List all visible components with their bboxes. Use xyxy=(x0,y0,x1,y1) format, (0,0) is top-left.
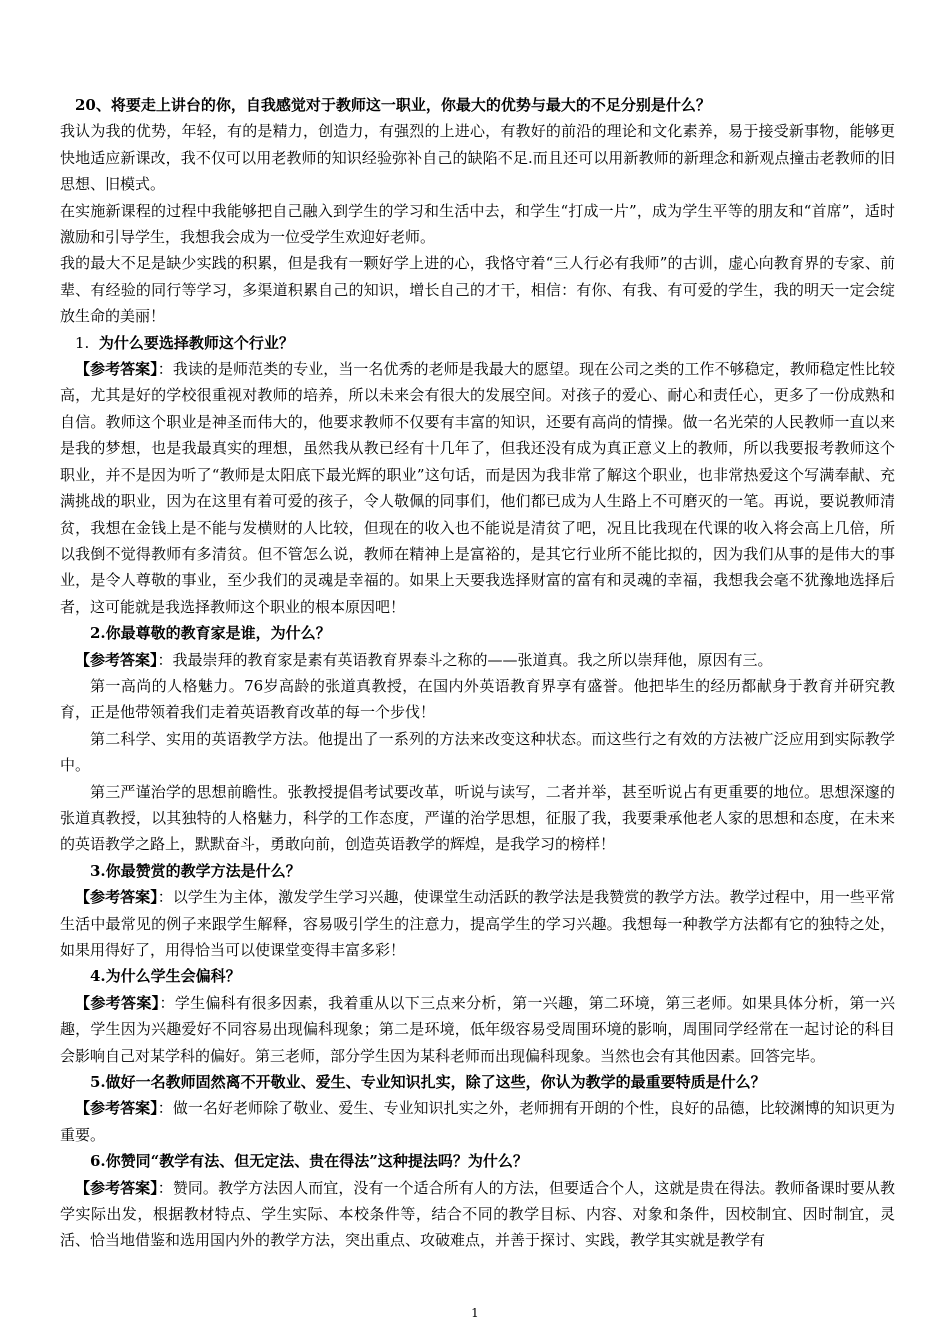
page-number: 1 xyxy=(471,1306,479,1320)
question-1-title xyxy=(60,330,895,356)
answer-text: ：做一名好老师除了敬业、爱生、专业知识扎实之外，老师拥有开朗的个性，良好的品德，比较渊博的知识更为重要。 xyxy=(60,1099,895,1144)
question-4-title: 4.为什么学生会偏科？ xyxy=(90,967,241,986)
question-20-paragraph-3: 我的最大不足是缺少实践的积累，但是我有一颗好学上进的心，我恪守着“三人行必有我师”的古训，虚心向教育界的专家、前辈、有经验的同行等学习，多渠道积累自己的知识，增长自己的才干，相信：有你、有我、有可爱的学生，我的明天一定会绽放生命的美丽！ xyxy=(60,254,895,326)
question-2-title: 2.你最尊敬的教育家是谁，为什么？ xyxy=(90,624,331,643)
answer-label: 【参考答案】 xyxy=(75,993,160,1012)
question-20-paragraph-1: 我认为我的优势，年轻，有的是精力，创造力，有强烈的上进心，有教好的前沿的理论和文化素养，易于接受新事物，能够更快地适应新课改，我不仅可以用老教师的知识经验弥补自己的缺陷不足.而且还可以用新教师的新理念和新观点撞击老教师的旧思想、旧模式。 xyxy=(60,122,895,194)
question-2-answer xyxy=(60,647,895,673)
question-20-paragraph-2: 在实施新课程的过程中我能够把自己融入到学生的学习和生活中去，和学生“打成一片”，成为学生平等的朋友和“首席”，适时激励和引导学生，我想我会成为一位受学生欢迎好老师。 xyxy=(60,201,895,247)
document-page xyxy=(60,92,895,1254)
question-1-text: 为什么要选择教师这个行业？ xyxy=(98,333,294,352)
answer-text: ：我最崇拜的教育家是素有英语教育界泰斗之称的——张道真。我之所以崇拜他，原因有三。 xyxy=(157,650,773,669)
question-6-title: 6.你赞同“教学有法、但无定法、贵在得法”这种提法吗？为什么？ xyxy=(90,1152,528,1171)
question-2-point-2: 第二科学、实用的英语教学方法。他提出了一系列的方法来改变这种状态。而这些行之有效的方法被广泛应用到实际教学中。 xyxy=(60,729,895,775)
question-1-answer xyxy=(60,356,895,620)
answer-label: 【参考答案】 xyxy=(75,888,158,907)
question-1-number: 1. xyxy=(75,333,90,352)
question-2-point-3: 第三严谨治学的思想前瞻性。张教授提倡考试要改革，听说与读写，二者并举，甚至听说占有更重要的地位。思想深邃的张道真教授，以其独特的人格魅力，科学的工作态度，严谨的治学思想，征服了我，我要秉承他老人家的思想和态度，在未来的英语教学之路上，默默奋斗，勇敢向前，创造英语教学的辉煌，是我学习的榜样！ xyxy=(60,782,895,854)
answer-label: 【参考答案】 xyxy=(75,1099,158,1118)
question-3-title: 3.你最赞赏的教学方法是什么？ xyxy=(90,861,301,880)
question-5-answer xyxy=(60,1095,895,1148)
answer-label: 【参考答案】 xyxy=(75,1178,158,1197)
answer-text: ：以学生为主体，激发学生学习兴趣，使课堂生动活跃的教学法是我赞赏的教学方法。教学过程中，用一些平常生活中最常见的例子来跟学生解释，容易吸引学生的注意力，提高学生的学习兴趣。我想每一种教学方法都有它的独特之处，如果用得好了，用得恰当可以使课堂变得丰富多彩！ xyxy=(60,888,895,959)
question-5-title: 5.做好一名教师固然离不开敬业、爱生、专业知识扎实，除了这些，你认为教学的最重要特质是什么？ xyxy=(90,1073,766,1092)
question-20-title: 20、将要走上讲台的你，自我感觉对于教师这一职业，你最大的优势与最大的不足分别是什么？ xyxy=(75,96,711,114)
question-4-answer xyxy=(60,990,895,1069)
question-3-answer xyxy=(60,884,895,963)
answer-label: 【参考答案】 xyxy=(75,650,158,669)
answer-text: ：赞同。教学方法因人而宜，没有一个适合所有人的方法，但要适合个人，这就是贵在得法。教师备课时要从教学实际出发，根据教材特点、学生实际、本校条件等，结合不同的教学目标、内容、对象和条件，因校制宜、因时制宜，灵活、恰当地借鉴和选用国内外的教学方法，突出重点、攻破难点，并善于探讨、实践，教学其实就是教学有 xyxy=(60,1178,895,1250)
answer-label: 【参考答案】 xyxy=(75,360,158,379)
answer-text: ：学生偏科有很多因素，我着重从以下三点来分析，第一兴趣，第二环境，第三老师。如果具体分析，第一兴趣，学生因为兴趣爱好不同容易出现偏科现象；第二是环境，低年级容易受周围环境的影响，周围同学经常在一起讨论的科目会影响自己对某学科的偏好。第三老师，部分学生因为某科老师而出现偏科现象。当然也会有其他因素。回答完毕。 xyxy=(60,993,895,1065)
answer-text: ：我读的是师范类的专业，当一名优秀的老师是我最大的愿望。现在公司之类的工作不够稳定，教师稳定性比较高，尤其是好的学校很重视对教师的培养，所以未来会有很大的发展空间。对孩子的爱心、耐心和责任心，更多了一份成熟和自信。教师这个职业是神圣而伟大的，他要求教师不仅要有丰富的知识，还要有高尚的情操。做一名光荣的人民教师一直以来是我的梦想，也是我最真实的理想，虽然我从教已经有十几年了，但我还没有成为真正意义上的教师，所以我要报考教师这个职业，并不是因为听了“教师是太阳底下最光辉的职业”这句话，而是因为我非常了解这个职业，也非常热爱这个写满奉献、充满挑战的职业，因为在这里有着可爱的孩子，令人敬佩的同事们，他们都已成为人生路上不可磨灭的一笔。再说，要说教师清贫，我想在金钱上是不能与发横财的人比较，但现在的收入也不能说是清贫了吧，况且比我现在代课的收入将会高上几倍，所以我倒不觉得教师有多清贫。但不管怎么说，教师在精神上是富裕的，是其它行业所不能比拟的，因为我们从事的是伟大的事业，是令人尊敬的事业，至少我们的灵魂是幸福的。如果上天要我选择财富的富有和灵魂的幸福，我想我会毫不犹豫地选择后者，这可能就是我选择教师这个职业的根本原因吧！ xyxy=(60,360,895,616)
question-2-point-1: 第一高尚的人格魅力。76岁高龄的张道真教授，在国内外英语教育界享有盛誉。他把毕生的经历都献身于教育并研究教育，正是他带领着我们走着英语教育改革的每一个步伐！ xyxy=(60,676,895,722)
question-6-answer xyxy=(60,1175,895,1254)
